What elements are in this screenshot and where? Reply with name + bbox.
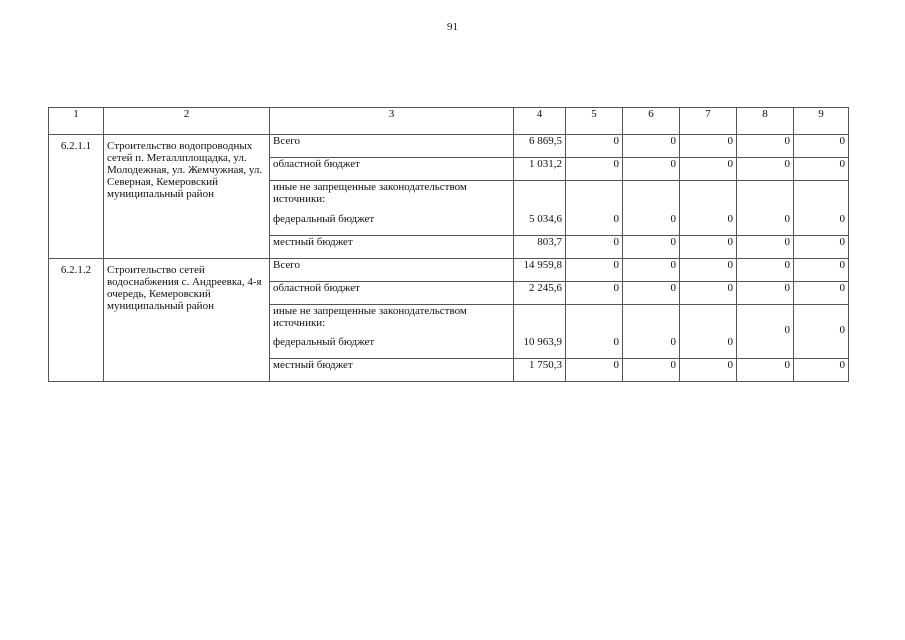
value-cell	[514, 304, 566, 336]
header-cell: 7	[680, 108, 737, 135]
value-cell: 0	[566, 336, 623, 359]
line-label: Всего	[270, 258, 514, 281]
value-cell: 0	[623, 135, 680, 158]
value-cell	[623, 181, 680, 213]
value-cell: 0	[566, 359, 623, 382]
value-cell: 14 959,8	[514, 258, 566, 281]
value-cell: 0	[737, 304, 794, 336]
row-code: 6.2.1.2	[49, 258, 104, 382]
value-cell: 6 869,5	[514, 135, 566, 158]
line-label: иные не запрещенные законодательством источники:	[270, 304, 514, 336]
line-label: иные не запрещенные законодательством источники:	[270, 181, 514, 213]
value-cell: 0	[737, 213, 794, 236]
value-cell: 0	[566, 213, 623, 236]
value-cell: 10 963,9	[514, 336, 566, 359]
value-cell	[794, 336, 849, 359]
value-cell: 1 031,2	[514, 158, 566, 181]
value-cell	[566, 304, 623, 336]
value-cell: 0	[794, 158, 849, 181]
line-label: областной бюджет	[270, 281, 514, 304]
value-cell: 0	[680, 258, 737, 281]
line-label: Всего	[270, 135, 514, 158]
line-label: местный бюджет	[270, 235, 514, 258]
row-code: 6.2.1.1	[49, 135, 104, 259]
value-cell: 0	[737, 359, 794, 382]
value-cell: 0	[623, 359, 680, 382]
budget-table	[48, 107, 849, 382]
header-cell: 3	[270, 108, 514, 135]
value-cell: 0	[680, 235, 737, 258]
value-cell	[514, 181, 566, 213]
line-label: областной бюджет	[270, 158, 514, 181]
value-cell: 803,7	[514, 235, 566, 258]
value-cell: 0	[737, 258, 794, 281]
header-cell: 2	[104, 108, 270, 135]
value-cell: 5 034,6	[514, 213, 566, 236]
value-cell: 0	[623, 336, 680, 359]
value-cell: 0	[794, 359, 849, 382]
value-cell: 0	[794, 213, 849, 236]
row-name: Строительство сетей водоснабжения с. Андреевка, 4-я очередь, Кемеровский муниципальный район	[104, 258, 270, 382]
row-name: Строительство водопроводных сетей п. Металлплощадка, ул. Молодежная, ул. Жемчужная, ул. Северная, Кемеровский муниципальный район	[104, 135, 270, 259]
value-cell	[680, 304, 737, 336]
value-cell: 0	[680, 213, 737, 236]
header-cell: 5	[566, 108, 623, 135]
value-cell: 0	[737, 158, 794, 181]
line-label: местный бюджет	[270, 359, 514, 382]
value-cell: 0	[623, 258, 680, 281]
value-cell: 0	[680, 336, 737, 359]
value-cell	[737, 181, 794, 213]
value-cell: 0	[737, 281, 794, 304]
value-cell: 0	[737, 135, 794, 158]
value-cell: 0	[566, 135, 623, 158]
value-cell	[623, 304, 680, 336]
value-cell: 0	[680, 281, 737, 304]
value-cell: 0	[566, 281, 623, 304]
value-cell: 0	[680, 359, 737, 382]
value-cell: 0	[737, 235, 794, 258]
value-cell: 0	[623, 235, 680, 258]
value-cell	[737, 336, 794, 359]
value-cell	[680, 181, 737, 213]
value-cell: 0	[680, 158, 737, 181]
header-cell: 9	[794, 108, 849, 135]
line-label: федеральный бюджет	[270, 336, 514, 359]
value-cell: 1 750,3	[514, 359, 566, 382]
value-cell: 0	[794, 304, 849, 336]
value-cell	[566, 181, 623, 213]
header-cell: 1	[49, 108, 104, 135]
table-row	[49, 258, 849, 281]
header-row	[49, 108, 849, 135]
value-cell: 0	[623, 158, 680, 181]
header-cell: 8	[737, 108, 794, 135]
value-cell: 0	[794, 258, 849, 281]
value-cell	[794, 181, 849, 213]
page-number: 91	[447, 21, 458, 33]
value-cell: 0	[794, 281, 849, 304]
table-row	[49, 135, 849, 158]
value-cell: 0	[623, 281, 680, 304]
header-cell: 6	[623, 108, 680, 135]
value-cell: 0	[566, 258, 623, 281]
value-cell: 0	[794, 135, 849, 158]
value-cell: 0	[794, 235, 849, 258]
line-label: федеральный бюджет	[270, 213, 514, 236]
value-cell: 0	[566, 158, 623, 181]
value-cell: 2 245,6	[514, 281, 566, 304]
value-cell: 0	[680, 135, 737, 158]
value-cell: 0	[623, 213, 680, 236]
header-cell: 4	[514, 108, 566, 135]
value-cell: 0	[566, 235, 623, 258]
